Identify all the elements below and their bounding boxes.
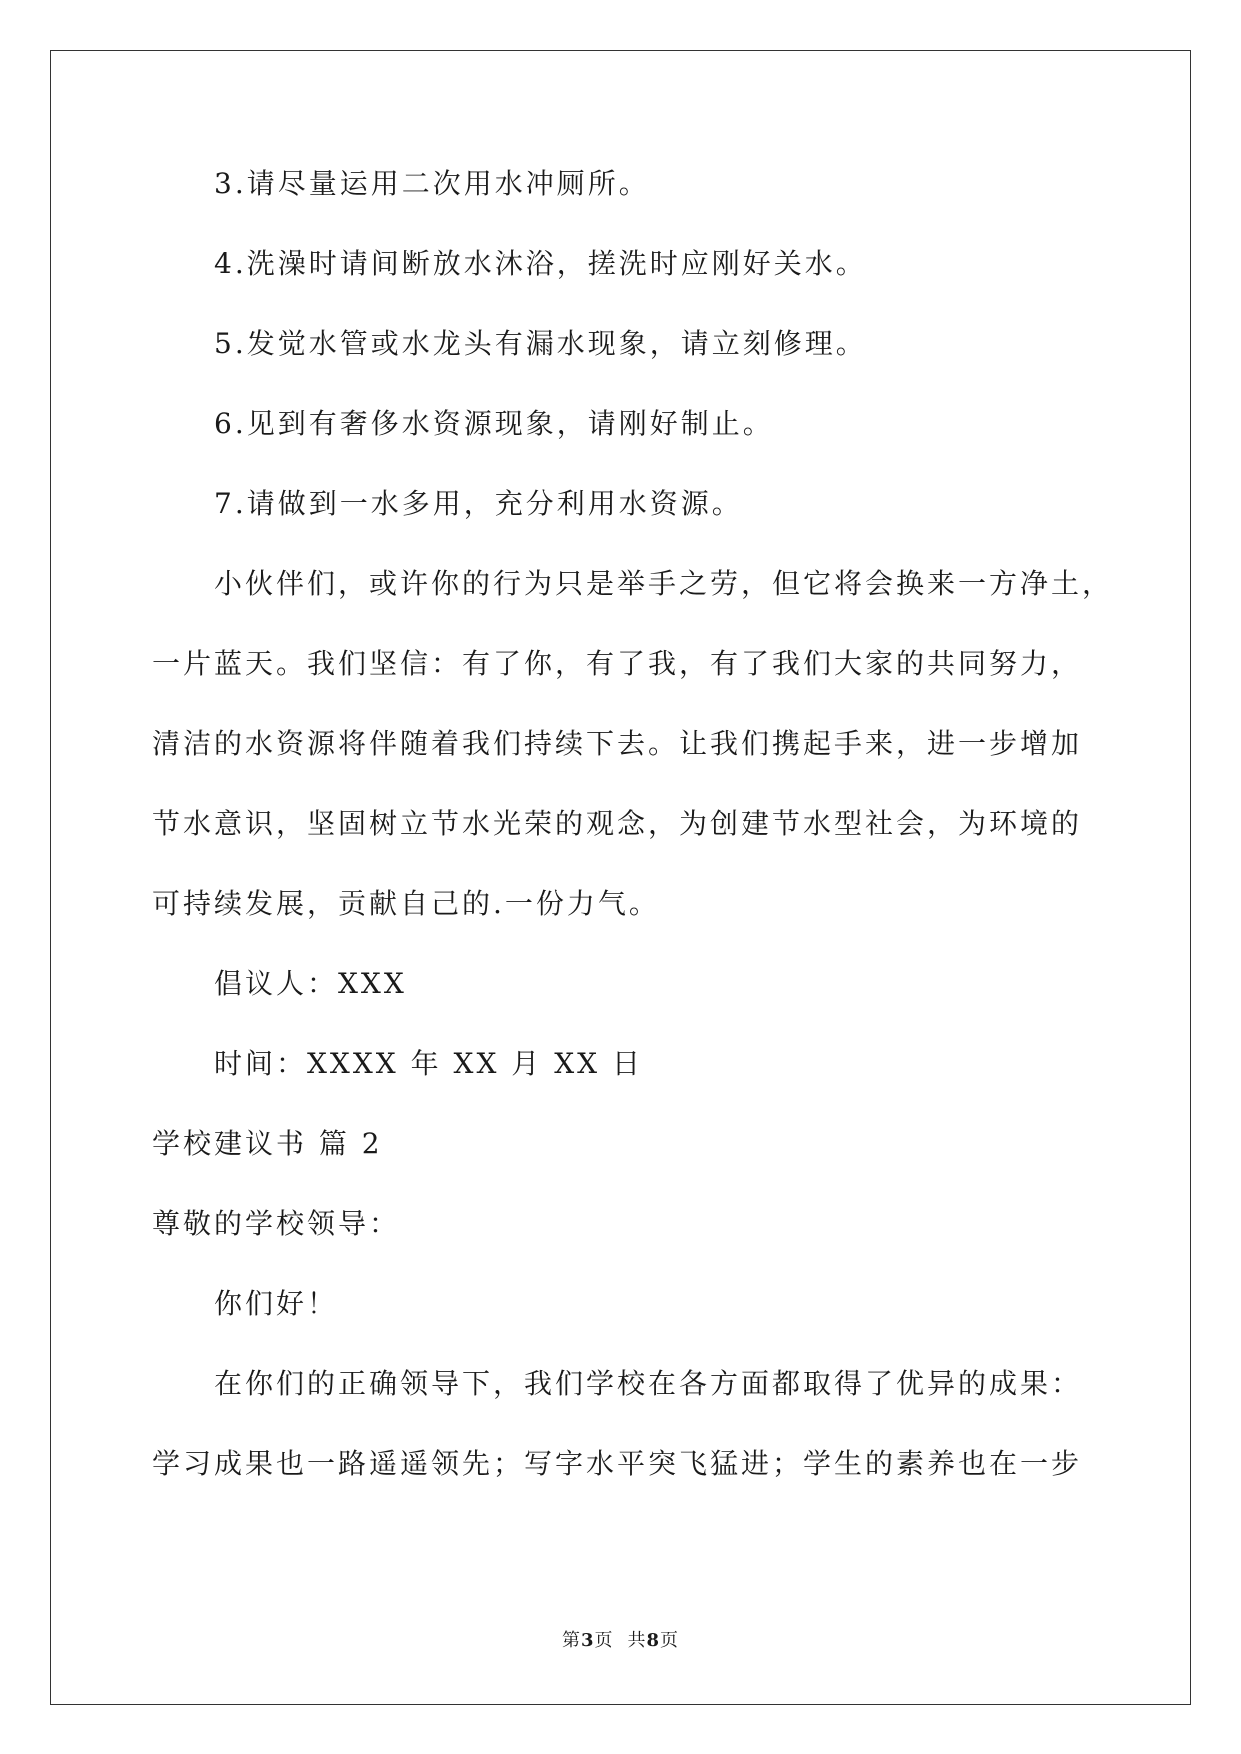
list-item: 5.发觉水管或水龙头有漏水现象，请立刻修理。 [214,327,867,360]
total-suffix: 页 [660,1630,680,1651]
greeting: 你们好！ [214,1287,339,1320]
list-item: 4.洗澡时请间断放水沐浴，搓洗时应刚好关水。 [214,247,867,280]
paragraph-line: 小伙伴们，或许你的行为只是举手之劳，但它将会换来一方净土， [214,567,1114,600]
total-pages: 8 [646,1630,661,1651]
list-item: 7.请做到一水多用，充分利用水资源。 [214,487,743,520]
closing-paragraph [152,564,1114,924]
page-prefix: 第 [561,1630,581,1651]
paragraph-line: 节水意识，坚固树立节水光荣的观念，为创建节水型社会，为环境的 [152,807,1083,840]
page-number: 3 [580,1630,595,1651]
list-item: 3.请尽量运用二次用水冲厕所。 [214,167,650,200]
paragraph-line: 可持续发展，贡献自己的.一份力气。 [152,887,660,920]
paragraph-line: 在你们的正确领导下，我们学校在各方面都取得了优异的成果： [214,1367,1083,1400]
page-suffix: 页 [594,1630,614,1651]
list-item: 6.见到有奢侈水资源现象，请刚好制止。 [214,407,774,440]
section-title: 学校建议书 篇 2 [152,1127,383,1160]
salutation: 尊敬的学校领导： [152,1207,401,1240]
paragraph-line: 一片蓝天。我们坚信：有了你，有了我，有了我们大家的共同努力， [152,647,1083,680]
paragraph-line: 学习成果也一路遥遥领先；写字水平突飞猛进；学生的素养也在一步 [152,1447,1083,1480]
paragraph-line: 清洁的水资源将伴随着我们持续下去。让我们携起手来，进一步增加 [152,727,1083,760]
letter-paragraph [152,1364,1092,1484]
document-body [152,164,1114,1524]
date-line: 时间：XXXX 年 XX 月 XX 日 [214,1047,643,1080]
proposer-line: 倡议人：XXX [214,967,407,1000]
page-footer [0,1626,1241,1652]
total-prefix: 共 [627,1630,647,1651]
